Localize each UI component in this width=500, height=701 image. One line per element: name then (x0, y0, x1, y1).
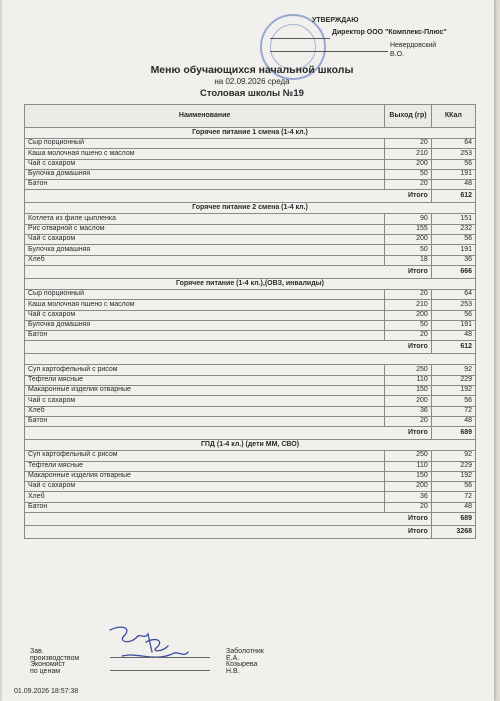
section-total-row (25, 341, 476, 354)
page-title: Меню обучающихся начальной школы (150, 64, 354, 76)
dish-name: Чай с сахаром (25, 235, 385, 245)
table-row (25, 289, 476, 299)
table-row (25, 471, 476, 481)
dish-kcal: 56 (431, 310, 475, 320)
dish-output: 150 (385, 471, 432, 481)
section-header-row (25, 354, 476, 365)
signature-role: Зав. производством (30, 648, 80, 662)
total-label: Итого (25, 341, 432, 354)
total-label: Итого (25, 427, 432, 440)
dish-kcal: 48 (431, 180, 475, 190)
dish-kcal: 48 (431, 416, 475, 426)
dish-output: 200 (385, 235, 432, 245)
table-row (25, 331, 476, 341)
dish-output: 200 (385, 310, 432, 320)
dish-output: 20 (385, 289, 432, 299)
section-total-value: 689 (431, 427, 475, 440)
section-total-value: 612 (431, 341, 475, 354)
dish-name: Батон (25, 331, 385, 341)
signature-line (110, 657, 210, 658)
dish-kcal: 151 (431, 214, 475, 224)
dish-name: Макаронные изделия отварные (25, 471, 385, 481)
dish-kcal: 229 (431, 461, 475, 471)
approve-director: Директор ООО "Комплекс-Плюс" (332, 29, 447, 36)
table-row (25, 159, 476, 169)
table-row (25, 416, 476, 426)
dish-name: Булочка домашняя (25, 169, 385, 179)
section-title: Горячее питание (1-4 кл.),(ОВЗ, инвалиды) (25, 278, 476, 289)
total-label: Итого (25, 513, 432, 526)
approve-line-2 (270, 51, 388, 52)
dish-kcal: 191 (431, 245, 475, 255)
dish-kcal: 64 (431, 289, 475, 299)
grand-total-value: 3268 (431, 526, 475, 539)
section-header-row (25, 440, 476, 451)
approve-name: Невердовский В.О. (390, 42, 437, 58)
dish-name: Хлеб (25, 255, 385, 265)
dish-name: Тефтели мясные (25, 375, 385, 385)
grand-total-row (25, 526, 476, 539)
dish-output: 150 (385, 386, 432, 396)
dish-name: Хлеб (25, 406, 385, 416)
header-kcal: ККал (431, 105, 475, 128)
dish-name: Чай с сахаром (25, 310, 385, 320)
menu-body (25, 128, 476, 539)
dish-name: Каша молочная пшено с маслом (25, 300, 385, 310)
table-row (25, 180, 476, 190)
dish-output: 50 (385, 245, 432, 255)
section-title (25, 354, 476, 365)
approve-label: УТВЕРЖДАЮ (312, 17, 359, 24)
dish-output: 200 (385, 396, 432, 406)
dish-output: 20 (385, 416, 432, 426)
table-row (25, 169, 476, 179)
table-row (25, 492, 476, 502)
table-header-row (25, 105, 476, 128)
header-name: Наименование (25, 105, 385, 128)
dish-name: Макаронные изделия отварные (25, 386, 385, 396)
section-header-row (25, 128, 476, 139)
dish-name: Булочка домашняя (25, 320, 385, 330)
table-row (25, 461, 476, 471)
menu-document (2, 0, 494, 701)
dish-kcal: 72 (431, 406, 475, 416)
dish-name: Суп картофельный с рисом (25, 451, 385, 461)
menu-table (24, 104, 476, 539)
dish-name: Батон (25, 416, 385, 426)
dish-kcal: 72 (431, 492, 475, 502)
signature-icon (102, 622, 192, 668)
dish-name: Сыр порционный (25, 289, 385, 299)
dish-name: Каша молочная пшено с маслом (25, 149, 385, 159)
dish-output: 50 (385, 169, 432, 179)
dish-kcal: 56 (431, 159, 475, 169)
dish-name: Булочка домашняя (25, 245, 385, 255)
section-total-row (25, 427, 476, 440)
dish-kcal: 64 (431, 139, 475, 149)
table-row (25, 365, 476, 375)
section-title: ГПД (1-4 кл.) (дети ММ, СВО) (25, 440, 476, 451)
dish-kcal: 192 (431, 386, 475, 396)
section-total-row (25, 265, 476, 278)
table-row (25, 406, 476, 416)
dish-output: 200 (385, 159, 432, 169)
grand-total-label: Итого (25, 526, 432, 539)
dish-name: Сыр порционный (25, 139, 385, 149)
table-row (25, 386, 476, 396)
dish-kcal: 253 (431, 149, 475, 159)
dish-kcal: 92 (431, 365, 475, 375)
section-title: Горячее питание 2 смена (1-4 кл.) (25, 203, 476, 214)
dish-name: Чай с сахаром (25, 482, 385, 492)
section-total-value: 612 (431, 190, 475, 203)
header-out: Выход (гр) (385, 105, 432, 128)
section-total-value: 689 (431, 513, 475, 526)
dish-output: 20 (385, 331, 432, 341)
dish-kcal: 36 (431, 255, 475, 265)
dish-name: Тефтели мясные (25, 461, 385, 471)
table-row (25, 310, 476, 320)
dish-kcal: 56 (431, 482, 475, 492)
table-row (25, 482, 476, 492)
dish-kcal: 232 (431, 224, 475, 234)
table-row (25, 255, 476, 265)
dish-kcal: 56 (431, 235, 475, 245)
table-row (25, 300, 476, 310)
dish-output: 155 (385, 224, 432, 234)
dish-output: 110 (385, 461, 432, 471)
dish-output: 90 (385, 214, 432, 224)
table-row (25, 451, 476, 461)
dish-name: Батон (25, 502, 385, 512)
dish-name: Рис отварной с маслом (25, 224, 385, 234)
dish-output: 36 (385, 406, 432, 416)
section-header-row (25, 278, 476, 289)
signature-name: Козырева Н.В. (226, 661, 258, 675)
dish-name: Котлета из филе цыпленка (25, 214, 385, 224)
table-row (25, 375, 476, 385)
signature-line (110, 670, 210, 671)
table-row (25, 245, 476, 255)
dish-output: 20 (385, 180, 432, 190)
dish-kcal: 48 (431, 502, 475, 512)
signature-name: Заболотник Е.А. (226, 648, 264, 662)
signature-role: Экономист по ценам (30, 661, 66, 675)
dish-name: Хлеб (25, 492, 385, 502)
menu-date: на 02.09.2026 среда (214, 77, 290, 86)
dish-output: 200 (385, 482, 432, 492)
dish-output: 20 (385, 139, 432, 149)
dish-kcal: 229 (431, 375, 475, 385)
table-row (25, 214, 476, 224)
table-row (25, 139, 476, 149)
section-total-row (25, 190, 476, 203)
print-timestamp: 01.09.2026 18:57:38 (14, 688, 79, 695)
dish-kcal: 191 (431, 320, 475, 330)
dish-kcal: 192 (431, 471, 475, 481)
section-header-row (25, 203, 476, 214)
approve-line-1 (270, 38, 330, 39)
canteen-name: Столовая школы №19 (200, 88, 304, 99)
section-total-value: 666 (431, 265, 475, 278)
table-row (25, 224, 476, 234)
dish-output: 18 (385, 255, 432, 265)
dish-kcal: 253 (431, 300, 475, 310)
dish-output: 36 (385, 492, 432, 502)
dish-kcal: 56 (431, 396, 475, 406)
dish-name: Суп картофельный с рисом (25, 365, 385, 375)
table-row (25, 396, 476, 406)
dish-kcal: 92 (431, 451, 475, 461)
table-row (25, 502, 476, 512)
total-label: Итого (25, 190, 432, 203)
dish-output: 110 (385, 375, 432, 385)
dish-kcal: 191 (431, 169, 475, 179)
dish-output: 210 (385, 300, 432, 310)
dish-output: 250 (385, 365, 432, 375)
total-label: Итого (25, 265, 432, 278)
table-row (25, 320, 476, 330)
dish-name: Батон (25, 180, 385, 190)
dish-output: 50 (385, 320, 432, 330)
dish-name: Чай с сахаром (25, 159, 385, 169)
section-total-row (25, 513, 476, 526)
table-row (25, 149, 476, 159)
dish-output: 20 (385, 502, 432, 512)
dish-kcal: 48 (431, 331, 475, 341)
dish-name: Чай с сахаром (25, 396, 385, 406)
dish-output: 210 (385, 149, 432, 159)
section-title: Горячее питание 1 смена (1-4 кл.) (25, 128, 476, 139)
table-row (25, 235, 476, 245)
dish-output: 250 (385, 451, 432, 461)
